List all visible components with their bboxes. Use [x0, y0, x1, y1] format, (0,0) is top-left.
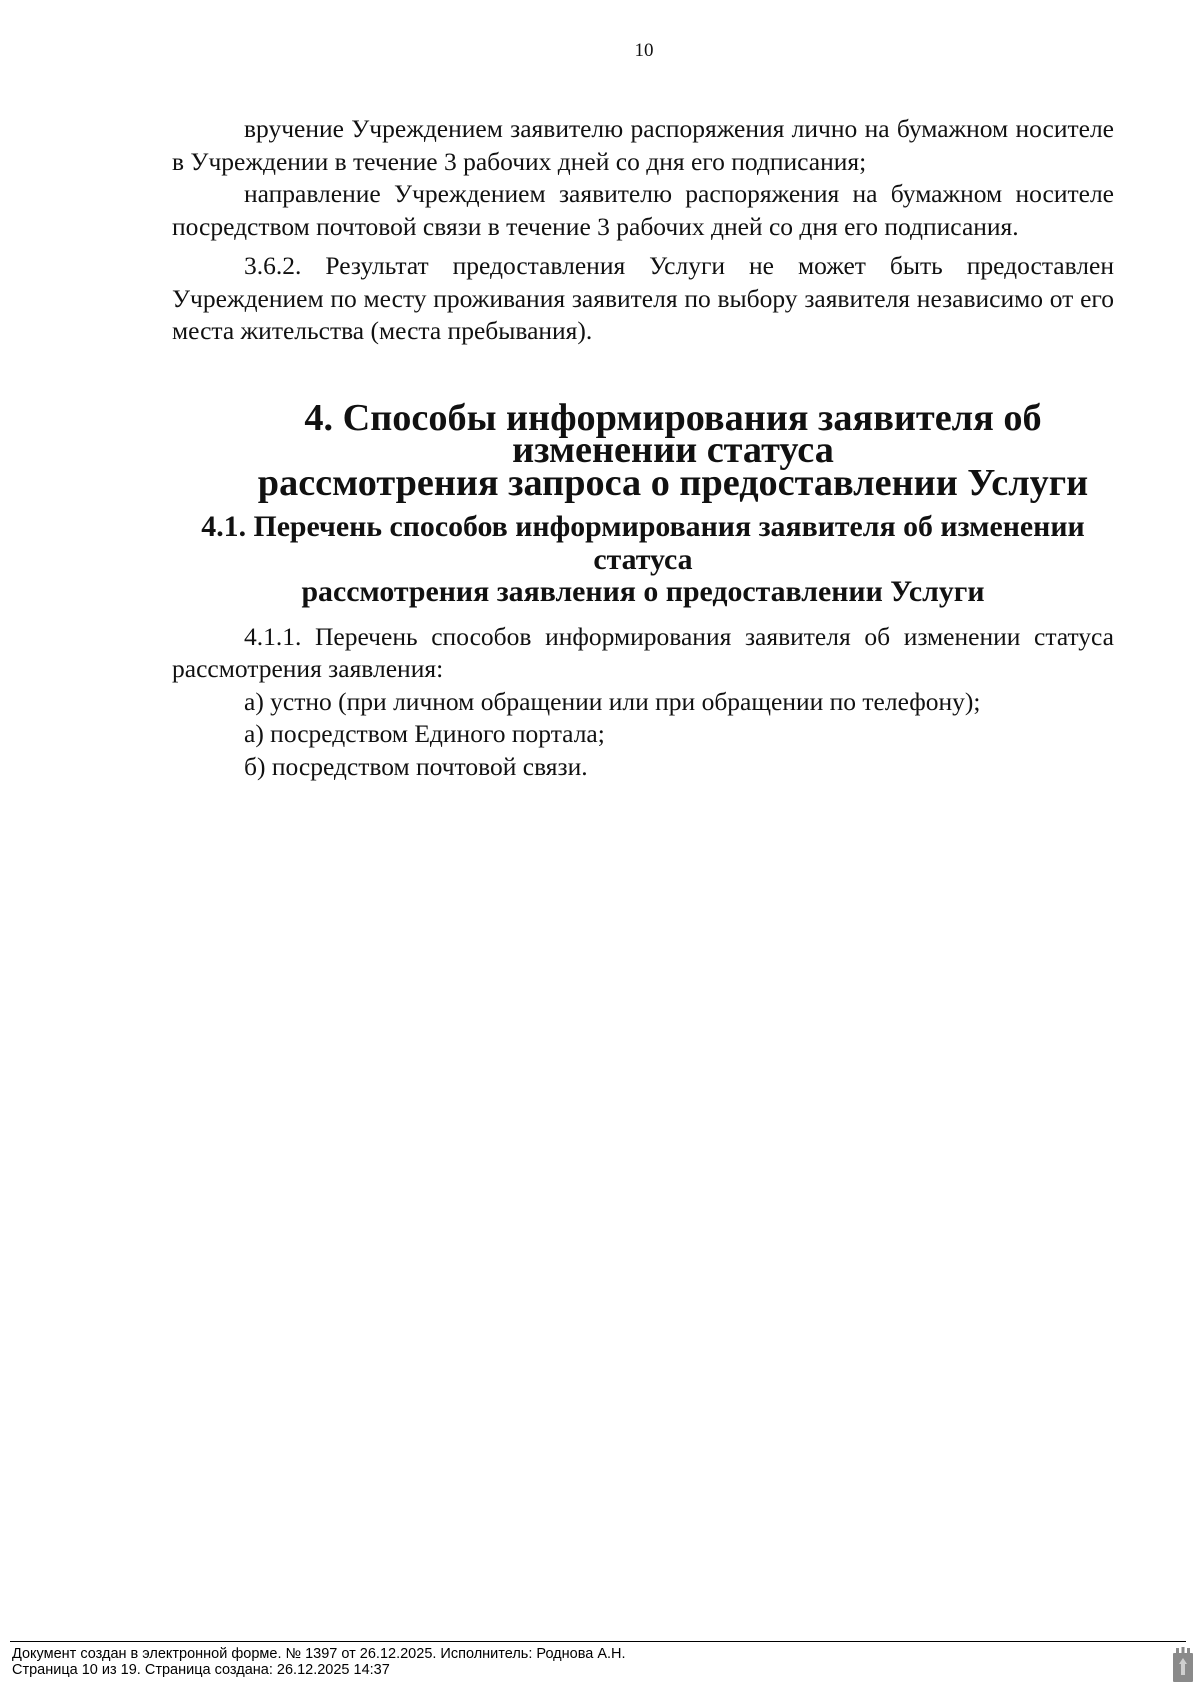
paragraph-delivery-in-person: вручение Учреждением заявителю распоряжения лично на бумажном носителе в Учреждении в течение 3 рабочих дней со дня его подписания; [172, 114, 1114, 176]
section-4-heading-line2: рассмотрения запроса о предоставлении Услуги [257, 461, 1089, 504]
coat-of-arms-icon [1172, 1647, 1194, 1683]
document-body [172, 113, 1114, 783]
section-4-1-heading-line2: рассмотрения заявления о предоставлении Услуги [301, 575, 985, 608]
list-item: а) устно (при личном обращении или при обращении по телефону); [244, 686, 981, 716]
list-item: а) посредством Единого портала; [244, 719, 605, 748]
section-4-1-heading [172, 511, 1114, 609]
footer-divider [10, 1641, 1186, 1642]
section-4-heading [172, 396, 1114, 504]
footer-document-info: Документ создан в электронной форме. № 1397 от 26.12.2025. Исполнитель: Роднова А.Н. [12, 1646, 626, 1662]
paragraph-4-1-1: 4.1.1. Перечень способов информирования заявителя об изменении статуса рассмотрения заявления: [172, 621, 1114, 683]
paragraph-delivery-by-post: направление Учреждением заявителю распоряжения на бумажном носителе посредством почтовой связи в течение 3 рабочих дней со дня его подписания. [172, 179, 1114, 241]
page-number: 10 [634, 40, 654, 61]
footer [12, 1646, 626, 1678]
paragraph-3-6-2: 3.6.2. Результат предоставления Услуги не может быть предоставлен Учреждением по месту проживания заявителя по выбору заявителя независимо от его места жительства (места пребывания). [172, 251, 1114, 345]
footer-page-info: Страница 10 из 19. Страница создана: 26.12.2025 14:37 [12, 1662, 390, 1678]
section-4-1-heading-line1: 4.1. Перечень способов информирования заявителя об изменении статуса [201, 510, 1085, 576]
section-4-heading-line1: 4. Способы информирования заявителя об изменении статуса [304, 396, 1042, 471]
list-item: б) посредством почтовой связи. [244, 751, 588, 781]
